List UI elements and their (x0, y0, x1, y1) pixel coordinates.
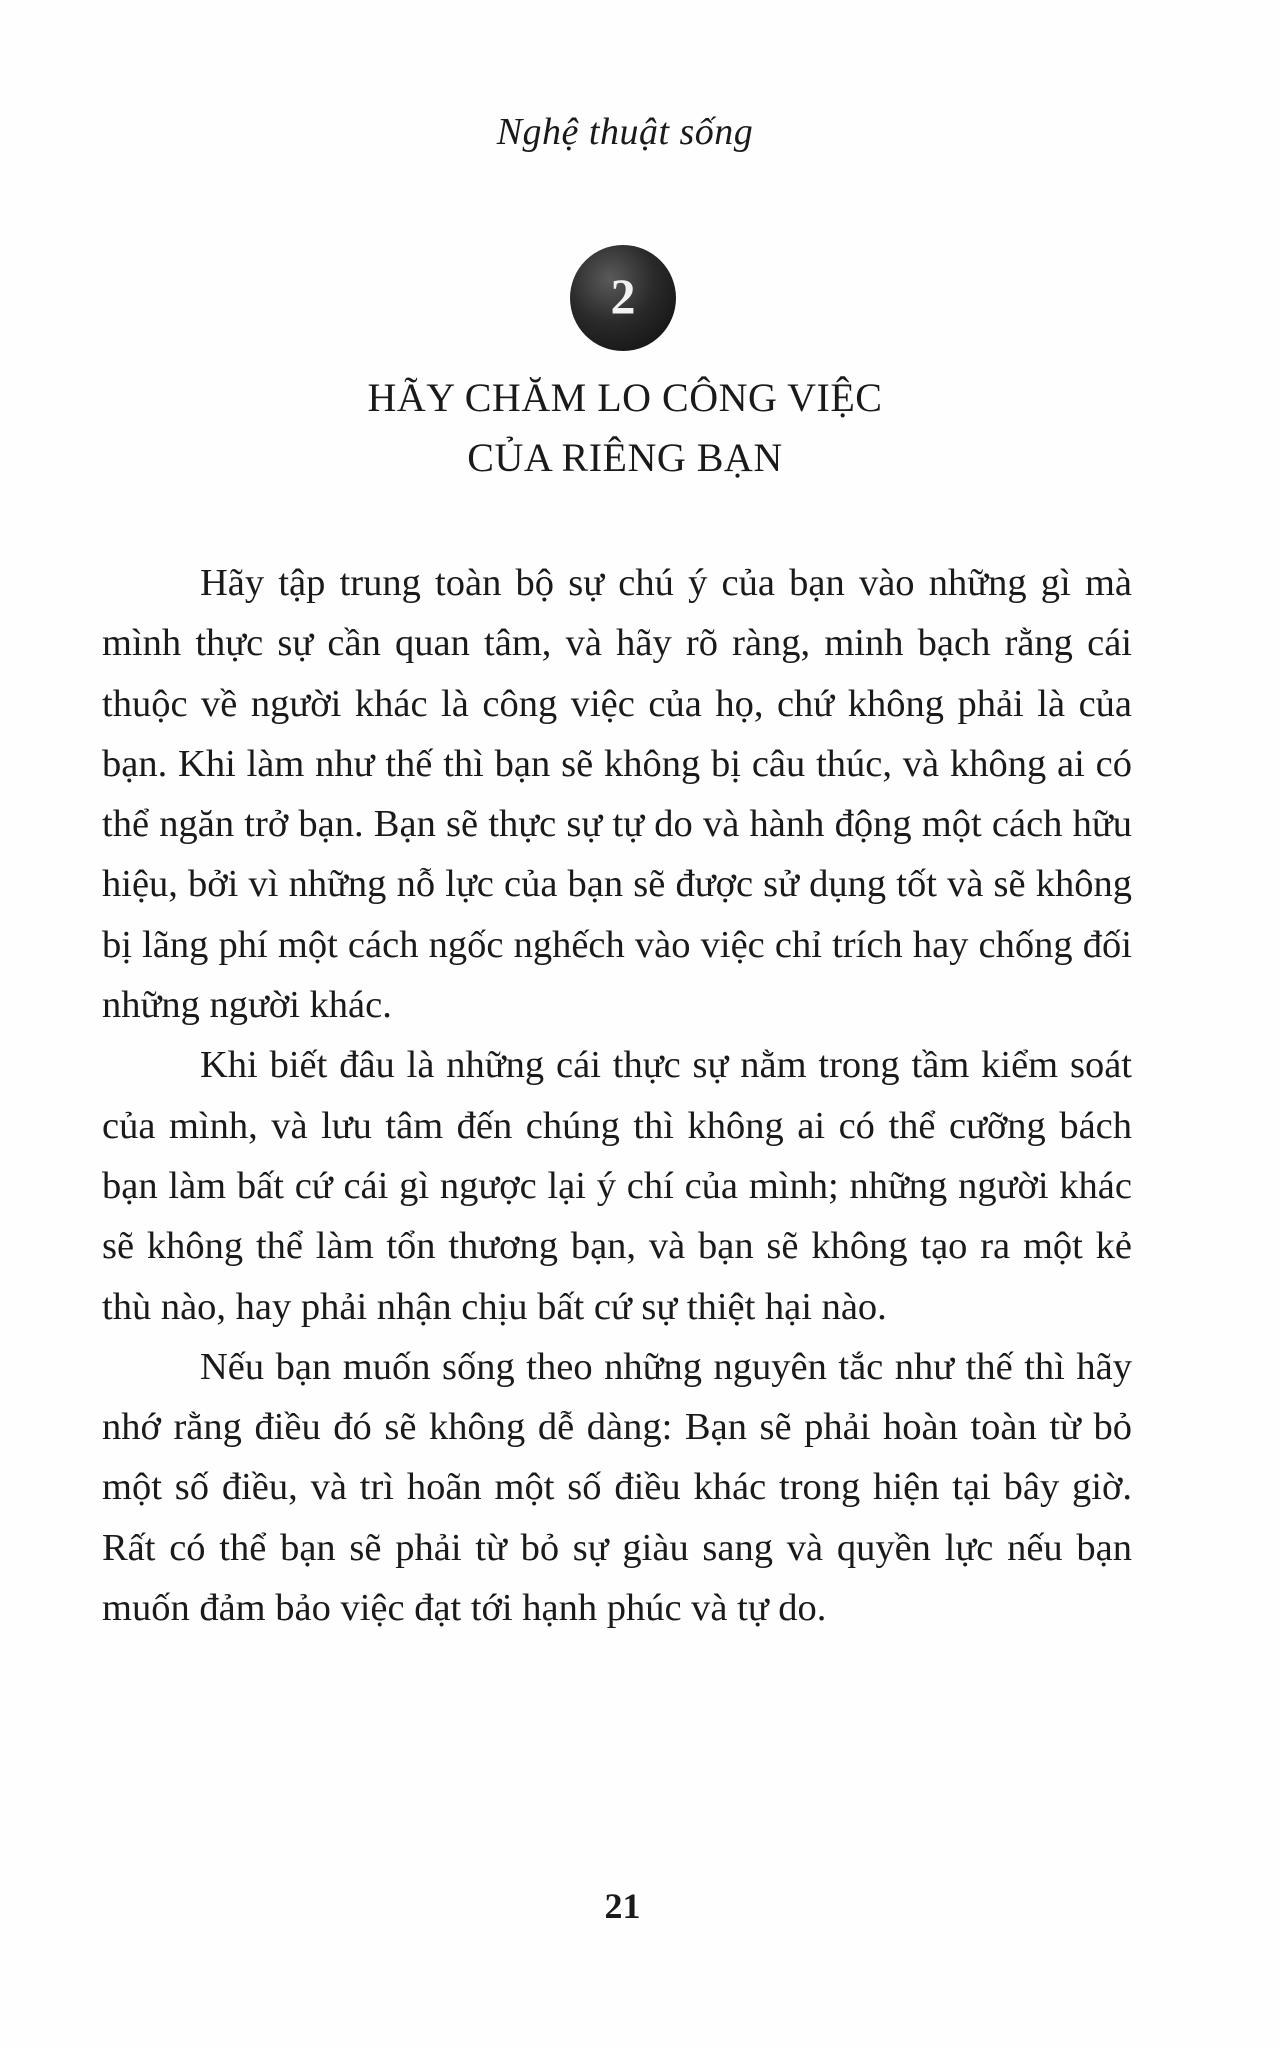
running-header: Nghệ thuật sống (496, 111, 754, 153)
chapter-title-line-2: CỦA RIÊNG BẠN (467, 435, 783, 480)
paragraph: Hãy tập trung toàn bộ sự chú ý của bạn vào những gì mà mình thực sự cần quan tâm, và hãy rõ ràng, minh bạch rằng cái thuộc về người khác là công việc của họ, chứ không phải là của bạn. Khi làm như thế thì bạn sẽ không bị câu thúc, và không ai có thể ngăn trở bạn. Bạn sẽ thực sự tự do và hành động một cách hữu hiệu, bởi vì những nỗ lực của bạn sẽ được sử dụng tốt và sẽ không bị lãng phí một cách ngốc nghếch vào việc chỉ trích hay chống đối những người khác. (102, 562, 1132, 1027)
paragraph: Khi biết đâu là những cái thực sự nằm trong tầm kiểm soát của mình, và lưu tâm đến chúng thì không ai có thể cưỡng bách bạn làm bất cứ cái gì ngược lại ý chí của mình; những người khác sẽ không thể làm tổn thương bạn, và bạn sẽ không tạo ra một kẻ thù nào, hay phải nhận chịu bất cứ sự thiệt hại nào. (102, 1044, 1132, 1328)
body-text (102, 553, 1132, 1638)
paragraph: Nếu bạn muốn sống theo những nguyên tắc như thế thì hãy nhớ rằng điều đó sẽ không dễ dàng: Bạn sẽ phải hoàn toàn từ bỏ một số điều, và trì hoãn một số điều khác trong hiện tại bây giờ. Rất có thể bạn sẽ phải từ bỏ sự giàu sang và quyền lực nếu bạn muốn đảm bảo việc đạt tới hạnh phúc và tự do. (102, 1345, 1132, 1630)
chapter-title (0, 368, 1250, 488)
page-number: 21 (604, 1886, 641, 1926)
chapter-title-line-1: HÃY CHĂM LO CÔNG VIỆC (367, 375, 883, 420)
chapter-number: 2 (610, 268, 636, 324)
chapter-number-badge (570, 245, 676, 351)
